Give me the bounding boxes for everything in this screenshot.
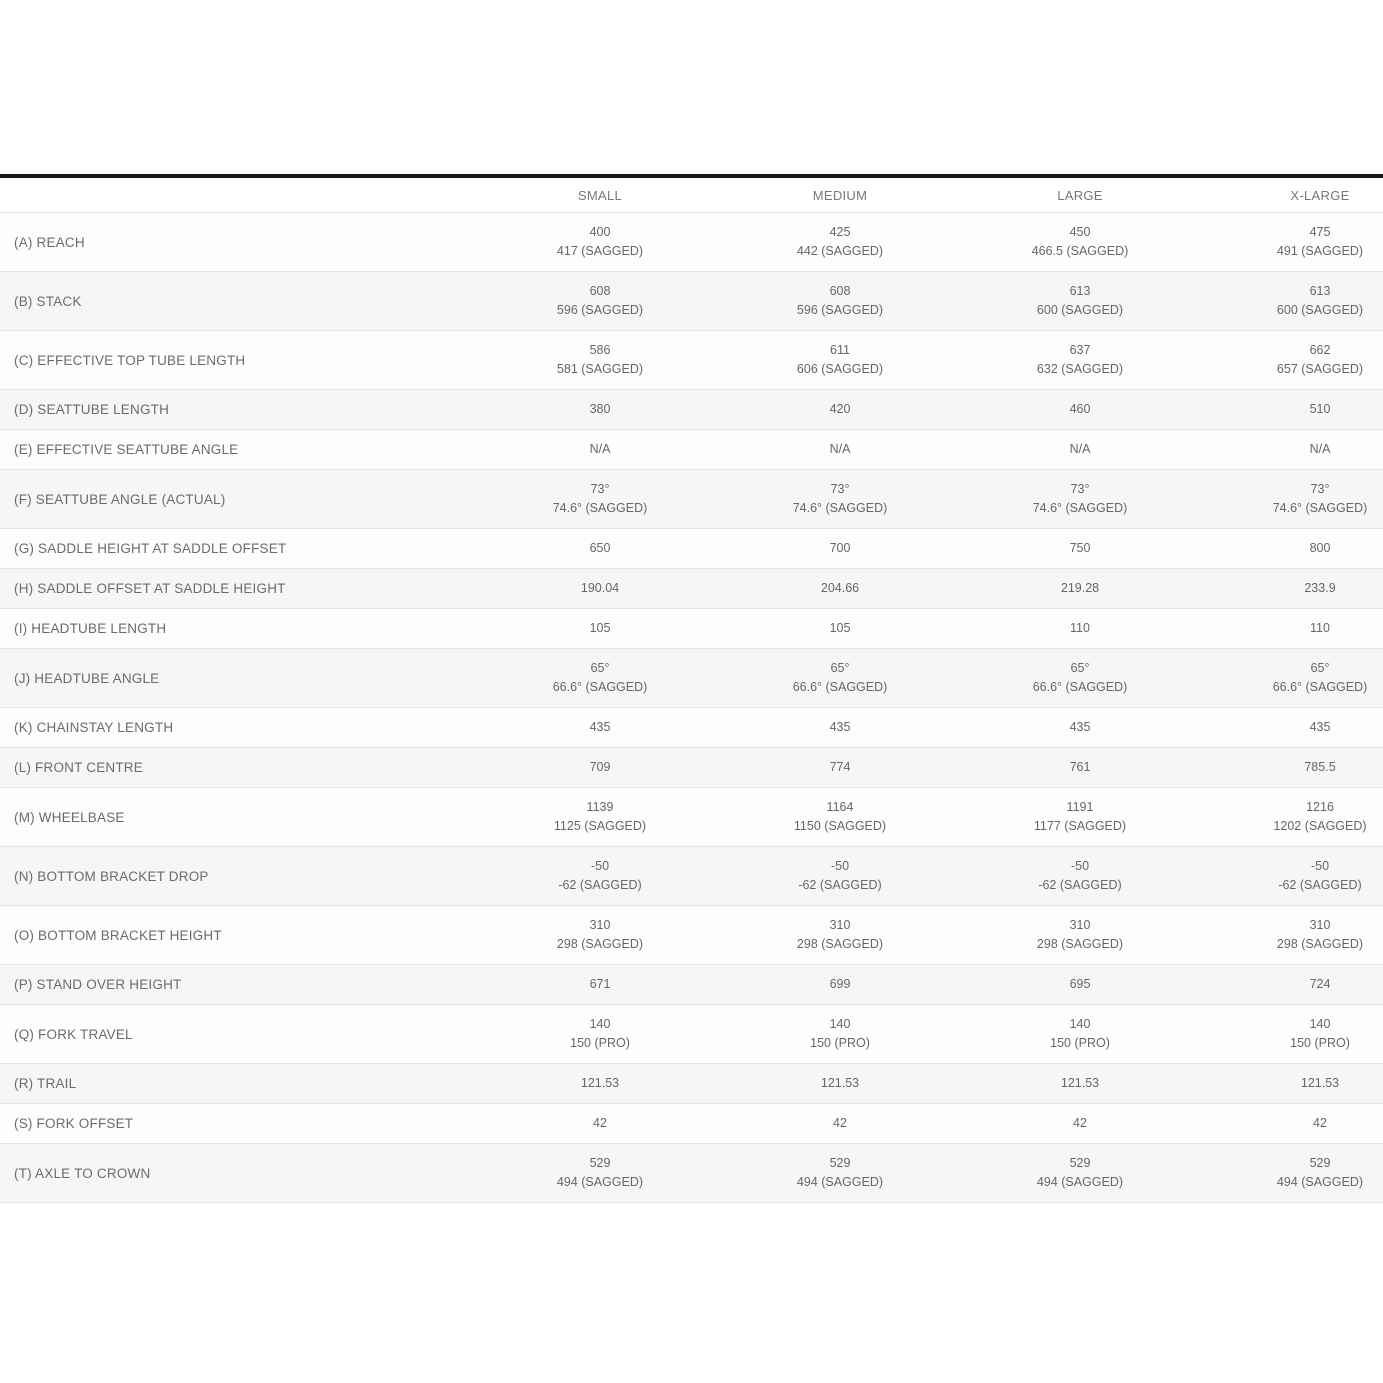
spec-value-line: N/A [829,442,851,456]
spec-value-line: 105 [589,621,611,635]
spec-value-line: 494 (SAGGED) [1036,1175,1124,1189]
spec-value-line: 42 [1073,1116,1087,1130]
size-column-header-x-large: X-LARGE [1200,176,1383,213]
spec-value-line: 494 (SAGGED) [796,1175,884,1189]
spec-value-medium [720,1104,960,1144]
spec-value-line: 632 (SAGGED) [1036,362,1124,376]
spec-row [0,1064,1383,1104]
spec-value-line: -50 [590,859,610,873]
spec-value-x-large [1200,847,1383,906]
spec-value-line: 219.28 [1060,581,1100,595]
spec-row [0,569,1383,609]
spec-value-x-large [1200,430,1383,470]
spec-value-line: 400 [589,225,611,239]
spec-row-label: (S) FORK OFFSET [0,1104,480,1144]
spec-row [0,708,1383,748]
spec-value-line: 529 [829,1156,851,1170]
spec-value-medium [720,965,960,1005]
spec-value-small [480,213,720,272]
spec-value-line: 774 [829,760,851,774]
spec-value-line: 150 (PRO) [810,1036,870,1050]
spec-value-line: 425 [829,225,851,239]
spec-value-line: 699 [829,977,851,991]
spec-value-small [480,748,720,788]
spec-value-line: 600 (SAGGED) [1036,303,1124,317]
spec-row [0,213,1383,272]
spec-value-line: 73° [830,482,850,496]
spec-value-x-large [1200,906,1383,965]
spec-value-line: 606 (SAGGED) [796,362,884,376]
spec-row [0,748,1383,788]
spec-value-medium [720,390,960,430]
spec-value-line: 435 [1309,720,1331,734]
spec-value-line: 475 [1309,225,1331,239]
spec-value-x-large [1200,390,1383,430]
spec-value-large [960,649,1200,708]
spec-value-line: 637 [1069,343,1091,357]
spec-row [0,430,1383,470]
spec-value-line: 298 (SAGGED) [556,937,644,951]
spec-value-medium [720,529,960,569]
spec-value-line: 310 [589,918,611,932]
spec-value-line: 608 [589,284,611,298]
spec-value-line: 700 [829,541,851,555]
spec-row-label: (C) EFFECTIVE TOP TUBE LENGTH [0,331,480,390]
spec-value-line: N/A [589,442,611,456]
spec-row-label: (N) BOTTOM BRACKET DROP [0,847,480,906]
spec-row [0,965,1383,1005]
spec-value-line: 529 [1309,1156,1331,1170]
spec-value-line: 298 (SAGGED) [796,937,884,951]
spec-value-large [960,748,1200,788]
spec-value-line: 1177 (SAGGED) [1033,819,1127,833]
spec-value-line: 494 (SAGGED) [1276,1175,1364,1189]
spec-value-line: -50 [830,859,850,873]
spec-value-line: 671 [589,977,611,991]
spec-value-line: 140 [1069,1017,1091,1031]
spec-row [0,529,1383,569]
spec-value-large [960,390,1200,430]
spec-value-line: 66.6° (SAGGED) [1272,680,1368,694]
spec-value-large [960,470,1200,529]
spec-value-line: 750 [1069,541,1091,555]
spec-value-medium [720,272,960,331]
spec-value-line: 1150 (SAGGED) [793,819,887,833]
spec-row [0,470,1383,529]
spec-value-large [960,1005,1200,1064]
spec-value-medium [720,609,960,649]
spec-value-medium [720,430,960,470]
spec-value-line: 613 [1069,284,1091,298]
spec-value-line: 435 [1069,720,1091,734]
size-column-header-medium: MEDIUM [720,176,960,213]
spec-row-label: (M) WHEELBASE [0,788,480,847]
spec-value-line: 611 [830,343,850,357]
size-column-header-large: LARGE [960,176,1200,213]
spec-row-label: (K) CHAINSTAY LENGTH [0,708,480,748]
spec-row-label: (J) HEADTUBE ANGLE [0,649,480,708]
spec-value-line: 65° [1070,661,1090,675]
spec-value-small [480,847,720,906]
spec-value-large [960,272,1200,331]
spec-row [0,1005,1383,1064]
bike-geometry-table [0,174,1383,1203]
spec-value-line: 73° [590,482,610,496]
spec-value-large [960,213,1200,272]
spec-value-small [480,965,720,1005]
spec-value-large [960,965,1200,1005]
spec-value-line: 596 (SAGGED) [796,303,884,317]
spec-value-small [480,906,720,965]
spec-value-line: 233.9 [1304,581,1336,595]
spec-value-line: 1139 [586,800,614,814]
spec-value-small [480,470,720,529]
spec-value-medium [720,906,960,965]
spec-value-line: 695 [1069,977,1091,991]
spec-row [0,609,1383,649]
spec-value-line: -50 [1070,859,1090,873]
size-header-row [0,176,1383,213]
spec-value-line: 105 [829,621,851,635]
spec-value-line: 420 [829,402,851,416]
spec-value-line: 380 [589,402,611,416]
spec-value-small [480,430,720,470]
spec-value-small [480,569,720,609]
geometry-table-wrapper [0,174,1383,1203]
spec-value-x-large [1200,331,1383,390]
spec-value-line: 657 (SAGGED) [1276,362,1364,376]
spec-value-line: 442 (SAGGED) [796,244,884,258]
spec-value-line: -62 (SAGGED) [798,878,882,892]
spec-row-label: (B) STACK [0,272,480,331]
spec-value-line: 785.5 [1304,760,1336,774]
spec-value-medium [720,331,960,390]
spec-value-line: 586 [589,343,611,357]
spec-value-line: 121.53 [820,1076,860,1090]
spec-value-line: 800 [1309,541,1331,555]
spec-value-line: 600 (SAGGED) [1276,303,1364,317]
spec-value-line: 42 [593,1116,607,1130]
spec-value-line: -62 (SAGGED) [1038,878,1122,892]
spec-row-label: (H) SADDLE OFFSET AT SADDLE HEIGHT [0,569,480,609]
spec-value-large [960,1144,1200,1203]
spec-row [0,390,1383,430]
spec-value-line: 204.66 [820,581,860,595]
spec-value-line: 74.6° (SAGGED) [552,501,648,515]
spec-value-large [960,847,1200,906]
spec-value-large [960,569,1200,609]
spec-value-large [960,529,1200,569]
spec-value-line: 1164 [826,800,854,814]
spec-value-medium [720,1005,960,1064]
spec-value-line: 65° [1310,661,1330,675]
spec-row-label: (E) EFFECTIVE SEATTUBE ANGLE [0,430,480,470]
spec-value-line: 121.53 [1060,1076,1100,1090]
spec-value-large [960,906,1200,965]
spec-value-line: 42 [1313,1116,1327,1130]
spec-value-line: 190.04 [580,581,620,595]
spec-value-line: 298 (SAGGED) [1276,937,1364,951]
spec-value-line: 596 (SAGGED) [556,303,644,317]
spec-value-line: 310 [829,918,851,932]
spec-value-line: 310 [1309,918,1331,932]
spec-value-line: 110 [1070,621,1090,635]
spec-value-small [480,272,720,331]
spec-row [0,649,1383,708]
spec-value-x-large [1200,649,1383,708]
spec-row-label: (L) FRONT CENTRE [0,748,480,788]
spec-value-line: 66.6° (SAGGED) [1032,680,1128,694]
spec-value-line: N/A [1069,442,1091,456]
spec-value-line: 121.53 [580,1076,620,1090]
spec-row-label: (T) AXLE TO CROWN [0,1144,480,1203]
spec-row-label: (A) REACH [0,213,480,272]
spec-value-x-large [1200,529,1383,569]
spec-value-x-large [1200,1005,1383,1064]
spec-value-small [480,529,720,569]
spec-value-line: 581 (SAGGED) [556,362,644,376]
spec-value-large [960,1104,1200,1144]
spec-value-small [480,708,720,748]
spec-value-line: 761 [1069,760,1091,774]
spec-value-line: 494 (SAGGED) [556,1175,644,1189]
spec-value-line: 74.6° (SAGGED) [1032,501,1128,515]
spec-value-line: N/A [1309,442,1331,456]
spec-row-label: (R) TRAIL [0,1064,480,1104]
spec-value-line: 140 [829,1017,851,1031]
spec-row [0,331,1383,390]
spec-value-line: 140 [1309,1017,1331,1031]
spec-value-line: 417 (SAGGED) [556,244,644,258]
spec-value-line: 42 [833,1116,847,1130]
spec-value-line: -50 [1310,859,1330,873]
spec-value-line: 140 [589,1017,611,1031]
spec-value-large [960,788,1200,847]
spec-value-medium [720,748,960,788]
spec-value-line: 65° [590,661,610,675]
spec-row-label: (Q) FORK TRAVEL [0,1005,480,1064]
spec-value-large [960,609,1200,649]
spec-row-label: (G) SADDLE HEIGHT AT SADDLE OFFSET [0,529,480,569]
spec-value-x-large [1200,213,1383,272]
spec-value-line: 491 (SAGGED) [1276,244,1364,258]
spec-value-medium [720,569,960,609]
spec-value-small [480,788,720,847]
spec-value-large [960,1064,1200,1104]
spec-value-small [480,1104,720,1144]
spec-value-line: 608 [829,284,851,298]
size-column-header-small: SMALL [480,176,720,213]
spec-row-label: (O) BOTTOM BRACKET HEIGHT [0,906,480,965]
spec-row-label: (F) SEATTUBE ANGLE (ACTUAL) [0,470,480,529]
spec-value-line: 150 (PRO) [1290,1036,1350,1050]
spec-value-medium [720,649,960,708]
spec-value-line: 150 (PRO) [570,1036,630,1050]
spec-value-x-large [1200,609,1383,649]
spec-value-line: 66.6° (SAGGED) [792,680,888,694]
spec-value-line: 73° [1070,482,1090,496]
spec-value-x-large [1200,965,1383,1005]
spec-value-large [960,331,1200,390]
spec-value-large [960,430,1200,470]
spec-value-line: 1216 [1306,800,1334,814]
spec-value-line: 74.6° (SAGGED) [792,501,888,515]
spec-value-line: 310 [1069,918,1091,932]
spec-value-x-large [1200,1064,1383,1104]
spec-value-x-large [1200,569,1383,609]
spec-value-small [480,1144,720,1203]
spec-value-line: 662 [1309,343,1331,357]
spec-value-x-large [1200,1104,1383,1144]
spec-value-line: 724 [1309,977,1331,991]
spec-value-small [480,649,720,708]
spec-value-large [960,708,1200,748]
spec-value-medium [720,708,960,748]
spec-value-line: 66.6° (SAGGED) [552,680,648,694]
spec-value-x-large [1200,272,1383,331]
spec-value-line: 435 [829,720,851,734]
spec-value-line: 121.53 [1300,1076,1340,1090]
spec-value-line: 650 [589,541,611,555]
spec-row [0,788,1383,847]
spec-row [0,1144,1383,1203]
spec-value-small [480,609,720,649]
spec-value-line: 510 [1309,402,1331,416]
spec-value-line: 435 [589,720,611,734]
spec-value-line: 529 [1069,1156,1091,1170]
spec-value-line: 450 [1069,225,1091,239]
spec-value-x-large [1200,470,1383,529]
spec-value-line: 298 (SAGGED) [1036,937,1124,951]
spec-value-small [480,1064,720,1104]
spec-value-line: 74.6° (SAGGED) [1272,501,1368,515]
spec-row-label: (I) HEADTUBE LENGTH [0,609,480,649]
spec-row [0,272,1383,331]
spec-value-medium [720,470,960,529]
spec-value-line: 65° [830,661,850,675]
spec-value-medium [720,1144,960,1203]
spec-value-x-large [1200,788,1383,847]
spec-value-medium [720,213,960,272]
spec-value-line: 150 (PRO) [1050,1036,1110,1050]
spec-value-x-large [1200,748,1383,788]
spec-value-small [480,390,720,430]
spec-value-medium [720,788,960,847]
spec-value-line: 1191 [1066,800,1094,814]
header-spacer-cell [0,176,480,213]
spec-value-line: 73° [1310,482,1330,496]
spec-row [0,906,1383,965]
spec-value-line: 460 [1069,402,1091,416]
spec-row [0,847,1383,906]
spec-row [0,1104,1383,1144]
spec-value-medium [720,1064,960,1104]
spec-row-label: (D) SEATTUBE LENGTH [0,390,480,430]
spec-value-x-large [1200,1144,1383,1203]
spec-value-line: 1202 (SAGGED) [1273,819,1367,833]
spec-value-line: 529 [589,1156,611,1170]
spec-value-line: 1125 (SAGGED) [553,819,647,833]
spec-value-small [480,1005,720,1064]
spec-value-line: 466.5 (SAGGED) [1031,244,1129,258]
spec-row-label: (P) STAND OVER HEIGHT [0,965,480,1005]
spec-value-line: 110 [1310,621,1330,635]
spec-value-x-large [1200,708,1383,748]
spec-value-medium [720,847,960,906]
spec-value-line: -62 (SAGGED) [558,878,642,892]
spec-value-line: 613 [1309,284,1331,298]
spec-value-small [480,331,720,390]
spec-value-line: -62 (SAGGED) [1278,878,1362,892]
spec-value-line: 709 [589,760,611,774]
